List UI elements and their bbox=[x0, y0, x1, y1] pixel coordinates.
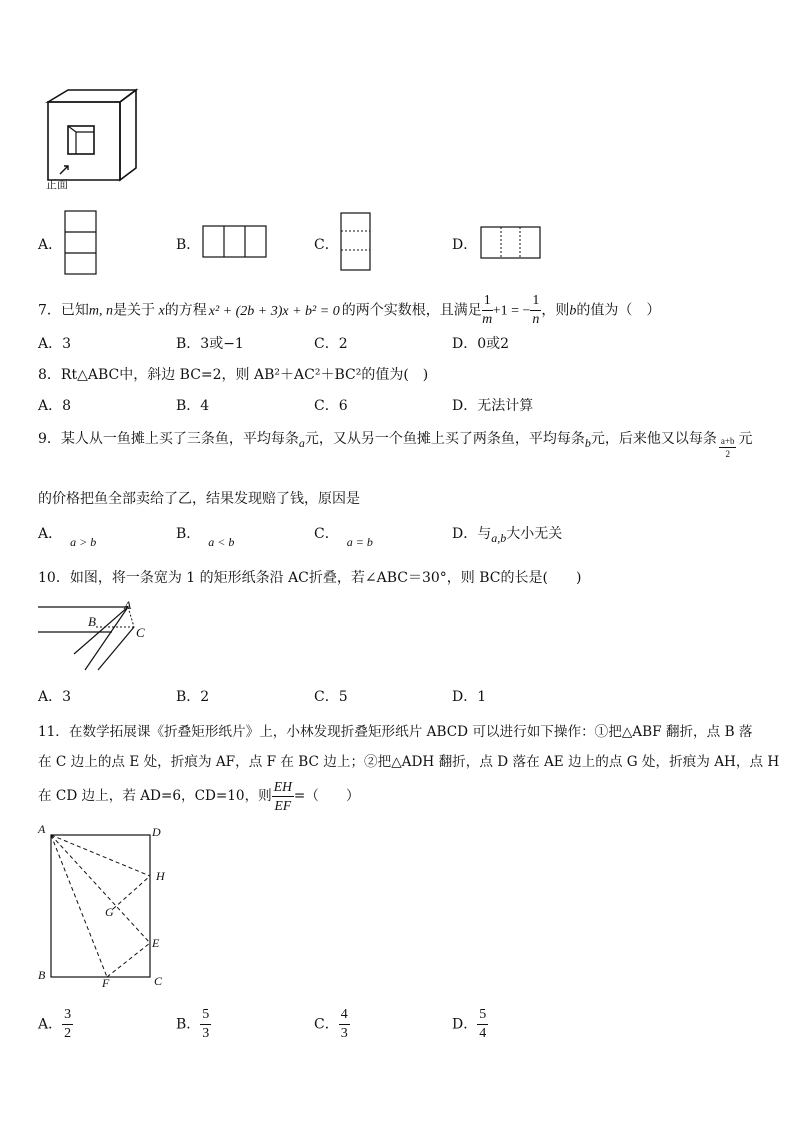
q11-frac: $\frac{EH}{EF}$ bbox=[273, 779, 292, 813]
q11-label-h: H bbox=[156, 869, 165, 883]
q11-stem-line2: 在 C 边上的点 E 处，折痕为 AF，点 F 在 BC 边上；②把△ADH 翻折，点 D 落在 AE 边上的点 G 处，折痕为 AH，点 H bbox=[38, 754, 780, 770]
q9-stem-line1: 9．某人从一鱼摊上买了三条鱼，平均每条a元，又从另一个鱼摊上买了两条鱼，平均每条b元，后来他又以每条 $\frac{a+b}{2}$ 元 bbox=[38, 431, 753, 459]
q10-figure bbox=[38, 598, 168, 678]
q8-option-c: C．6 bbox=[314, 398, 348, 414]
q9-option-b: B． a < b bbox=[176, 526, 235, 549]
q10-label-b: B bbox=[88, 614, 96, 629]
q10-stem: 10．如图，将一条宽为 1 的矩形纸条沿 AC折叠，若∠ABC＝30°，则 BC的长是( ) bbox=[38, 570, 582, 586]
q9-stem-line2: 的价格把鱼全部卖给了乙，结果发现赔了钱，原因是 bbox=[38, 491, 360, 507]
q6-option-d-figure bbox=[480, 226, 542, 260]
q6-option-b-figure bbox=[202, 225, 268, 259]
q8-option-b: B．4 bbox=[176, 398, 210, 414]
q7-option-d: D．0或2 bbox=[452, 336, 510, 352]
q9-frac: $\frac{a+b}{2}$ bbox=[720, 436, 735, 459]
q10-option-d: D．1 bbox=[452, 689, 487, 705]
q6-option-c-label: C． bbox=[314, 237, 339, 253]
q11-label-f: F bbox=[102, 976, 110, 990]
q9-option-c: C． a = b bbox=[314, 526, 373, 549]
q10-label-a: A bbox=[124, 598, 132, 612]
q6-option-a-figure bbox=[64, 210, 98, 276]
q11-label-a: A bbox=[38, 822, 46, 836]
q7-equation: x² + (2b + 3)x + b² = 0 bbox=[208, 303, 340, 319]
q8-stem: 8．Rt△ABC中，斜边 BC=2，则 AB²＋AC²＋BC²的值为( ) bbox=[38, 367, 429, 383]
front-label: 正面 bbox=[46, 178, 68, 191]
q7-stem: 7．已知m, n是关于 x的方程 x² + (2b + 3)x + b² = 0 的两个实数根，且满足 $\frac{1}{m}$ +1 = − $\frac{1}{n}$ ，则b的值为（ ） bbox=[38, 293, 661, 327]
q7-option-a: A．3 bbox=[38, 336, 72, 352]
q11-label-d: D bbox=[152, 825, 161, 839]
q7-frac1: $\frac{1}{m}$ bbox=[482, 293, 493, 327]
q11-stem-line3: 在 CD 边上，若 AD=6，CD=10，则 $\frac{EH}{EF}$ =（ ） bbox=[38, 779, 360, 813]
q9-option-d: D．与a,b大小无关 bbox=[452, 526, 563, 545]
q10-option-b: B．2 bbox=[176, 689, 210, 705]
q8-option-a: A．8 bbox=[38, 398, 72, 414]
q10-option-c: C．5 bbox=[314, 689, 348, 705]
q6-option-d-label: D． bbox=[452, 237, 478, 253]
q6-option-c-figure bbox=[340, 212, 372, 272]
q11-label-e: E bbox=[152, 936, 160, 950]
q9-option-a: A． a > b bbox=[38, 526, 97, 549]
q11-stem-line1: 11．在数学拓展课《折叠矩形纸片》上，小林发现折叠矩形纸片 ABCD 可以进行如下操作：①把△ABF 翻折，点 B 落 bbox=[38, 724, 753, 740]
q11-option-c: C． $\frac{4}{3}$ bbox=[314, 1007, 348, 1041]
q11-label-b: B bbox=[38, 968, 46, 982]
q11-label-g: G bbox=[105, 905, 114, 919]
cube-figure bbox=[40, 88, 150, 188]
q8-option-d: D．无法计算 bbox=[452, 398, 534, 414]
q6-option-a-label: A． bbox=[38, 237, 63, 253]
q11-option-d: D． $\frac{5}{4}$ bbox=[452, 1007, 487, 1041]
q11-option-b: B． $\frac{5}{3}$ bbox=[176, 1007, 210, 1041]
q11-option-a: A． $\frac{3}{2}$ bbox=[38, 1007, 72, 1041]
q6-option-b-label: B． bbox=[176, 237, 201, 253]
q10-option-a: A．3 bbox=[38, 689, 72, 705]
q11-label-c: C bbox=[154, 974, 163, 988]
q7-option-c: C．2 bbox=[314, 336, 348, 352]
q7-option-b: B．3或−1 bbox=[176, 336, 244, 352]
q10-label-c: C bbox=[136, 625, 145, 640]
q7-frac2: $\frac{1}{n}$ bbox=[532, 293, 540, 327]
